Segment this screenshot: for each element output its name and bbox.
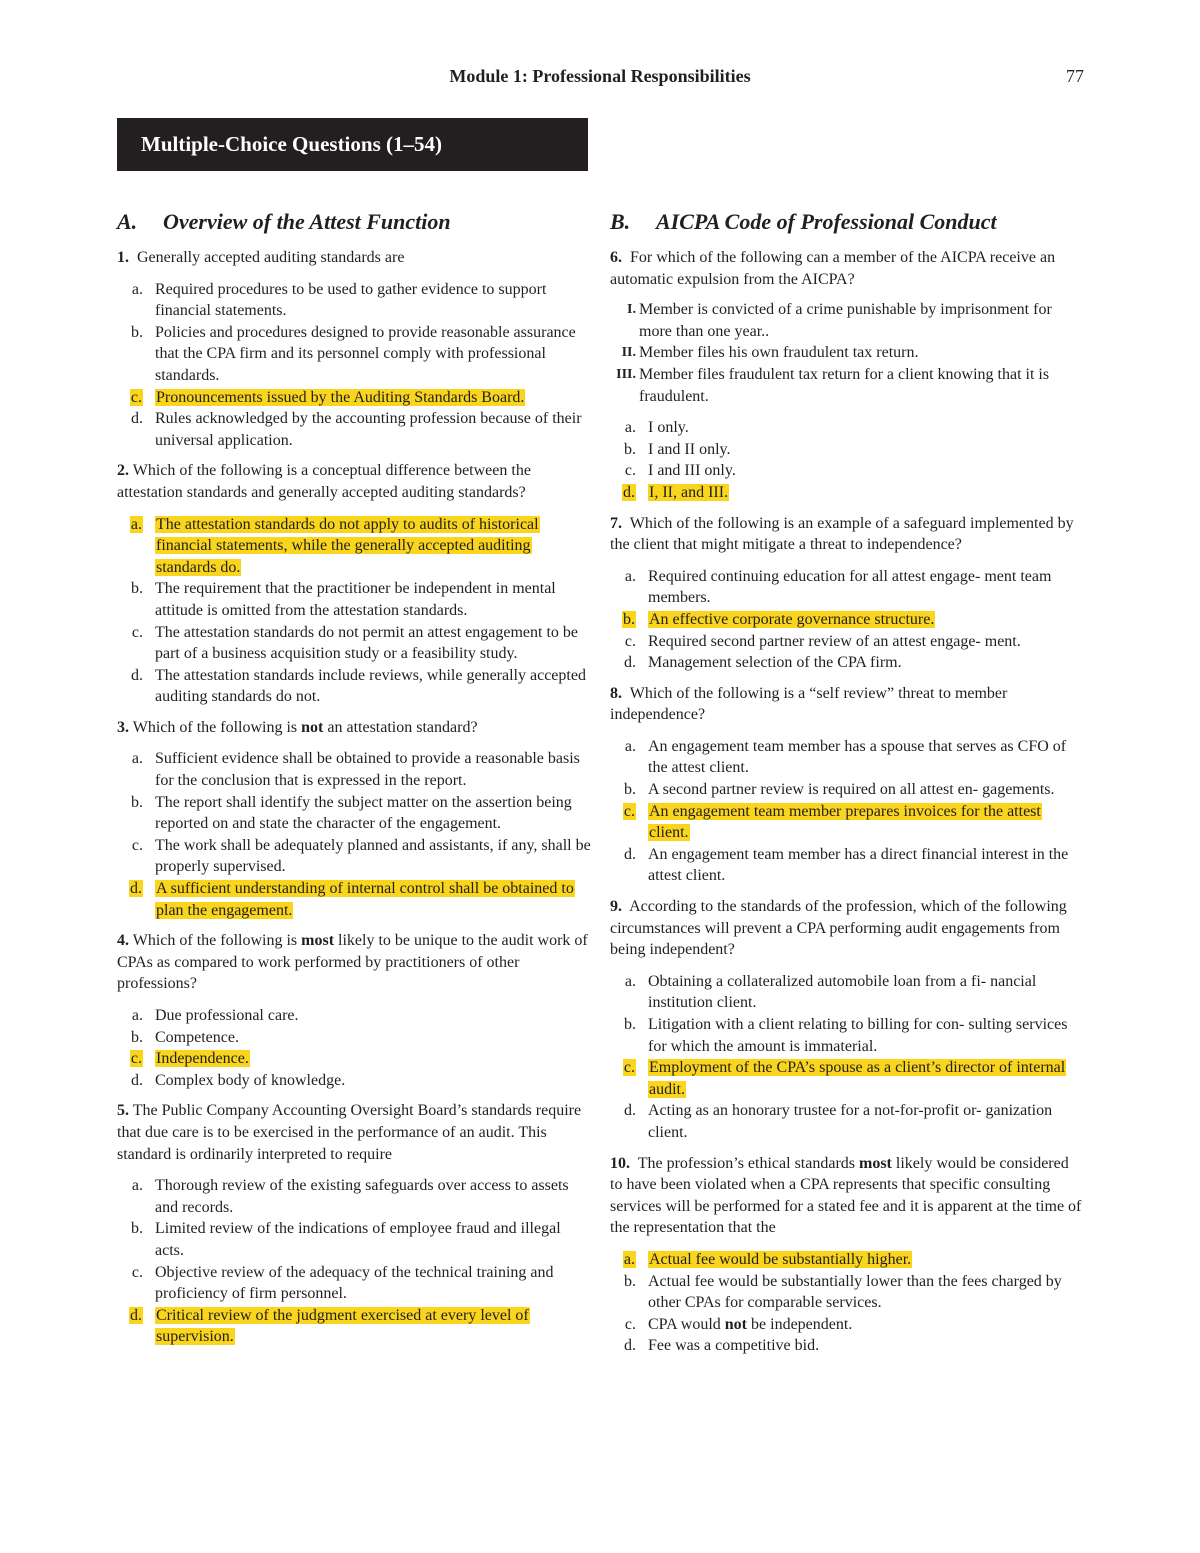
answer-option-highlighted: d. I, II, and III. bbox=[623, 483, 729, 501]
answer-option: a. Obtaining a collateralized automobile loan from a fi- nancial institution client. bbox=[624, 972, 1037, 1012]
answer-option-highlighted: c. Independence. bbox=[130, 1050, 249, 1068]
answer-options bbox=[117, 279, 592, 452]
question-4 bbox=[117, 930, 592, 1091]
question-3 bbox=[117, 717, 592, 921]
answer-option-highlighted: c. Pronouncements issued by the Auditing Standards Board. bbox=[130, 388, 525, 406]
section-letter: A. bbox=[117, 209, 138, 234]
answer-options bbox=[117, 748, 592, 921]
answer-option: a. An engagement team member has a spouse that serves as CFO of the attest client. bbox=[624, 737, 1067, 777]
roman-item: I. Member is convicted of a crime punishable by imprisonment for more than one year.. bbox=[627, 301, 1052, 340]
answer-option-highlighted: d. A sufficient understanding of internal control shall be obtained to plan the engagement. bbox=[130, 880, 574, 919]
section-title: Overview of the Attest Function bbox=[163, 209, 451, 234]
answer-option: a. Thorough review of the existing safeguards over access to assets and records. bbox=[131, 1177, 569, 1216]
question-10 bbox=[610, 1153, 1085, 1357]
question-stem: 7. Which of the following is an example of a safeguard implemented by the client that might mitigate a threat to independence? bbox=[610, 514, 1074, 554]
answer-option: b. Actual fee would be substantially lower than the fees charged by other CPAs for comparable services. bbox=[624, 1272, 1062, 1312]
answer-option: d. Acting as an honorary trustee for a not-for-profit or- ganization client. bbox=[624, 1102, 1053, 1141]
answer-options bbox=[117, 1175, 592, 1348]
section-letter: B. bbox=[610, 209, 631, 234]
section-banner: Multiple-Choice Questions (1–54) bbox=[117, 118, 588, 171]
answer-option: c. I and III only. bbox=[624, 462, 736, 480]
answer-option: b. The requirement that the practitioner be independent in mental attitude is omitted from the attestation standards. bbox=[131, 580, 556, 619]
question-stem: 5. The Public Company Accounting Oversight Board’s standards require that due care is to be exercised in the performance of an audit. This standard is ordinarily interpreted to require bbox=[117, 1102, 582, 1163]
answer-options bbox=[610, 971, 1085, 1144]
answer-option: b. Limited review of the indications of employee fraud and illegal acts. bbox=[131, 1220, 561, 1259]
page-number: 77 bbox=[1066, 66, 1084, 86]
answer-option: b. I and II only. bbox=[624, 440, 731, 458]
answer-options bbox=[610, 566, 1085, 674]
answer-option: d. The attestation standards include reviews, while generally accepted auditing standards do not. bbox=[131, 666, 586, 706]
roman-item: II. Member files his own fraudulent tax return. bbox=[621, 344, 919, 362]
answer-option: d. An engagement team member has a direct financial interest in the attest client. bbox=[624, 845, 1069, 885]
question-7 bbox=[610, 513, 1085, 674]
answer-option: c. The attestation standards do not permit an attest engagement to be part of a business acquisition study or a feasibility study. bbox=[131, 623, 578, 663]
answer-options bbox=[610, 417, 1085, 503]
section-title: AICPA Code of Professional Conduct bbox=[656, 209, 997, 234]
roman-list bbox=[610, 299, 1085, 407]
answer-options bbox=[610, 736, 1085, 887]
section-heading-a bbox=[117, 207, 592, 237]
running-header bbox=[0, 66, 1200, 90]
answer-option: a. Due professional care. bbox=[131, 1007, 299, 1024]
question-5 bbox=[117, 1100, 592, 1348]
answer-option: a. Sufficient evidence shall be obtained to provide a reasonable basis for the conclusion that is expressed in the report. bbox=[131, 750, 580, 790]
roman-item: III. Member files fraudulent tax return for a client knowing that it is fraudulent. bbox=[616, 365, 1050, 405]
answer-option-highlighted: c. An engagement team member prepares invoices for the attest client. bbox=[623, 802, 1041, 842]
answer-option: d. Management selection of the CPA firm. bbox=[624, 654, 902, 672]
answer-option: d. Fee was a competitive bid. bbox=[624, 1337, 820, 1355]
answer-option-highlighted: c. Employment of the CPA’s spouse as a client’s director of internal audit. bbox=[623, 1059, 1066, 1098]
answer-option-highlighted: a. The attestation standards do not apply to audits of historical financial statements, while the generally accepted auditing standards do. bbox=[130, 515, 539, 576]
question-stem: 2. Which of the following is a conceptual difference between the attestation standards and generally accepted auditing standards? bbox=[117, 462, 531, 501]
answer-options bbox=[610, 1249, 1085, 1357]
question-stem: 3. Which of the following is not an attestation standard? bbox=[117, 718, 478, 736]
answer-option: c. The work shall be adequately planned and assistants, if any, shall be properly supervised. bbox=[131, 836, 591, 876]
answer-option: a. Required continuing education for all attest engage- ment team members. bbox=[624, 567, 1052, 607]
right-column bbox=[610, 207, 1085, 1366]
answer-option: c. Required second partner review of an attest engage- ment. bbox=[624, 632, 1021, 650]
question-8 bbox=[610, 683, 1085, 887]
answer-option-highlighted: b. An effective corporate governance structure. bbox=[623, 610, 935, 628]
answer-option: d. Rules acknowledged by the accounting profession because of their universal application. bbox=[131, 410, 582, 449]
answer-option: b. A second partner review is required on all attest en- gagements. bbox=[624, 781, 1055, 799]
question-stem: 6. For which of the following can a member of the AICPA receive an automatic expulsion from the AICPA? bbox=[610, 249, 1056, 288]
answer-option: a. I only. bbox=[624, 419, 689, 437]
question-stem: 4. Which of the following is most likely to be unique to the audit work of CPAs as compared to work performed by practitioners of other professions? bbox=[117, 932, 588, 993]
question-stem: 8. Which of the following is a “self review” threat to member independence? bbox=[610, 684, 1008, 724]
question-stem: 9. According to the standards of the profession, which of the following circumstances will prevent a CPA performing audit engagements from being independent? bbox=[610, 898, 1067, 959]
answer-option: b. Competence. bbox=[131, 1028, 239, 1046]
question-stem: 1. Generally accepted auditing standards are bbox=[117, 249, 405, 266]
answer-option-highlighted: d. Critical review of the judgment exercised at every level of supervision. bbox=[130, 1306, 529, 1346]
answer-option: c. CPA would not be independent. bbox=[624, 1315, 853, 1333]
answer-options bbox=[117, 514, 592, 708]
question-stem: 10. The profession’s ethical standards most likely would be considered to have been violated when a CPA represents that specific consulting services will be performed for a stated fee and it is apparent at the time of the representation that the bbox=[610, 1154, 1082, 1237]
answer-option-highlighted: a. Actual fee would be substantially higher. bbox=[623, 1250, 912, 1268]
answer-options bbox=[117, 1005, 592, 1091]
answer-option: a. Required procedures to be used to gather evidence to support financial statements. bbox=[131, 280, 547, 320]
question-2 bbox=[117, 460, 592, 708]
left-column bbox=[117, 207, 592, 1357]
answer-option: c. Objective review of the adequacy of the technical training and proficiency of firm personnel. bbox=[131, 1263, 554, 1303]
question-1 bbox=[117, 247, 592, 451]
answer-option: b. Litigation with a client relating to billing for con- sulting services for which the amount is immaterial. bbox=[624, 1016, 1068, 1055]
section-heading-b bbox=[610, 207, 1085, 237]
question-9 bbox=[610, 896, 1085, 1144]
answer-option: b. The report shall identify the subject matter on the assertion being reported on and state the character of the engagement. bbox=[131, 793, 572, 833]
answer-option: b. Policies and procedures designed to provide reasonable assurance that the CPA firm and its personnel comply with professional standards. bbox=[131, 323, 576, 384]
question-6 bbox=[610, 247, 1085, 504]
running-title: Module 1: Professional Responsibilities bbox=[449, 66, 751, 86]
answer-option: d. Complex body of knowledge. bbox=[131, 1071, 346, 1089]
